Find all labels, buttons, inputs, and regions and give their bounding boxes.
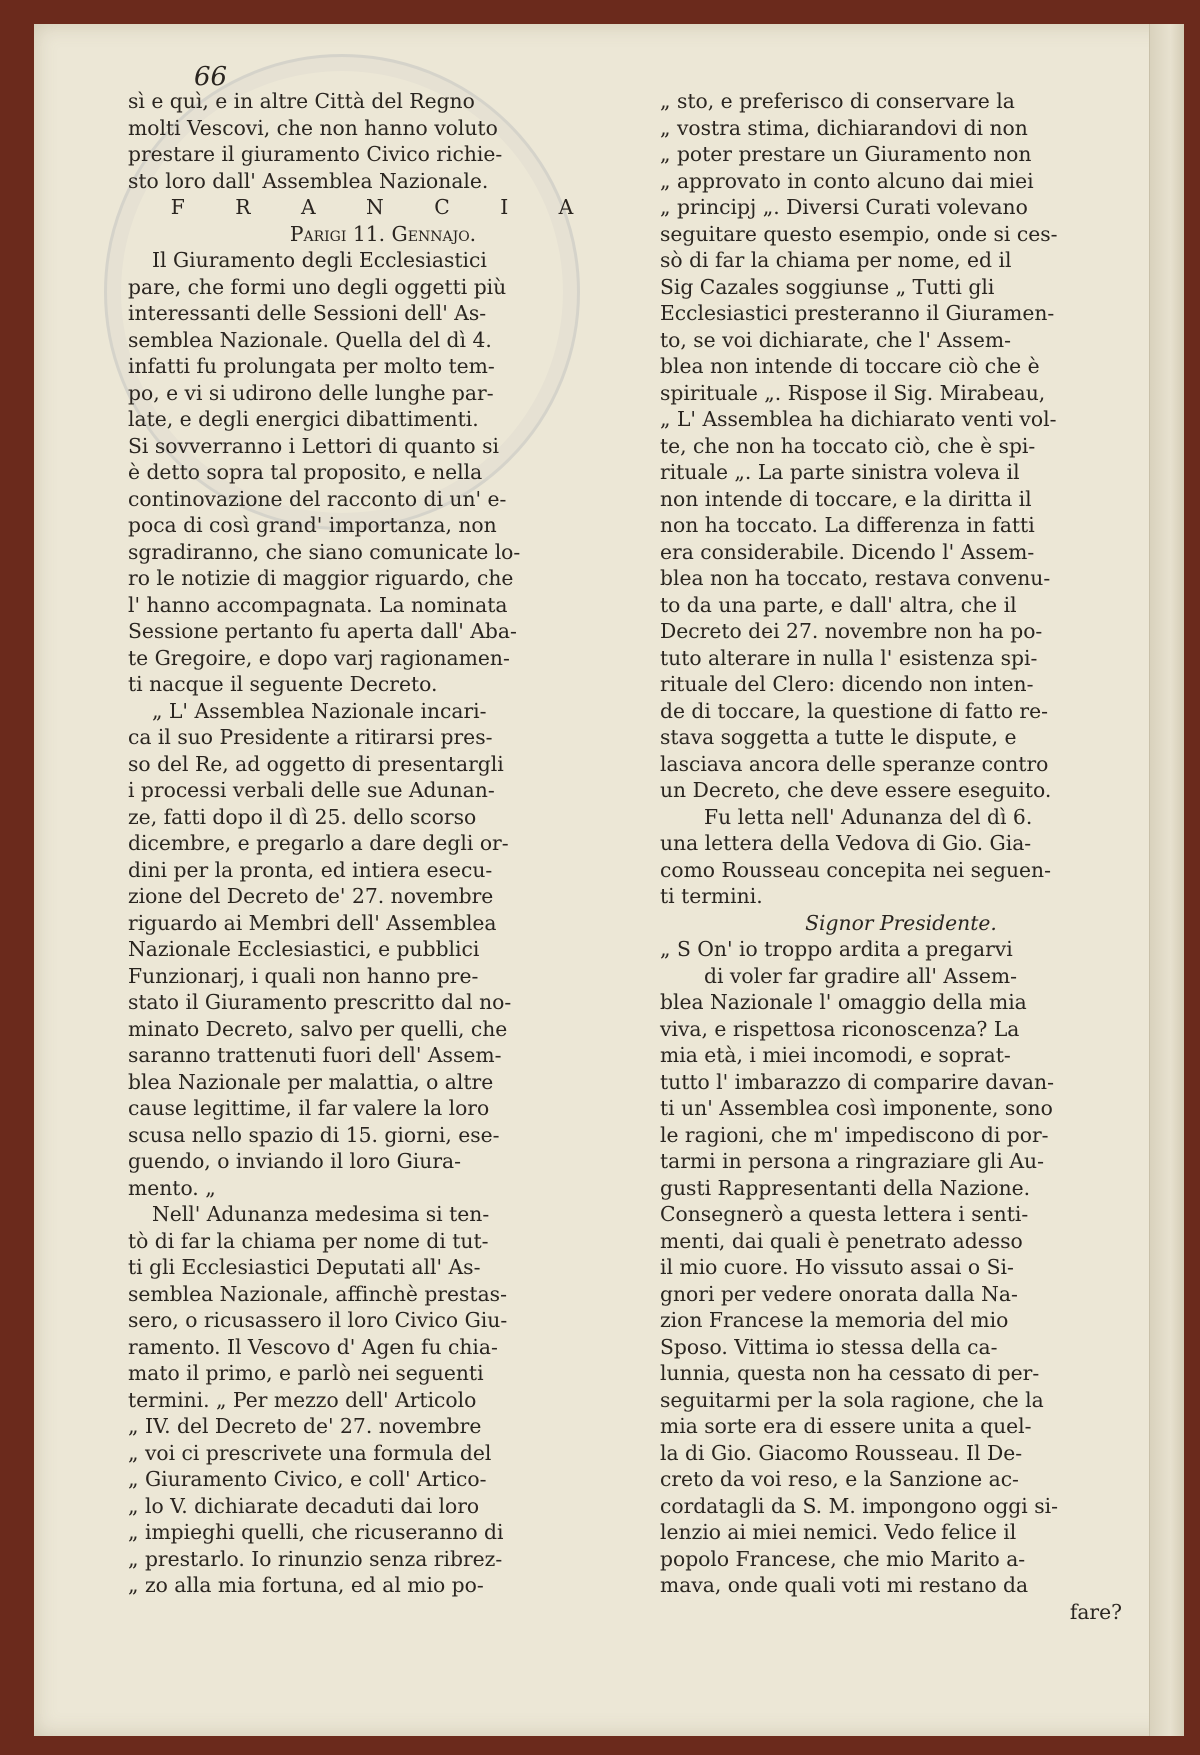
text-line: „ voi ci prescrivete una formula del: [128, 1440, 492, 1465]
text-line: „ prestarlo. Io rinunzio senza ribrez-: [128, 1546, 503, 1571]
text-line: Nazionale Ecclesiastici, e pubblici: [128, 937, 480, 961]
text-line: „ L' Assemblea ha dichiarato venti vol-: [660, 407, 1057, 431]
text-line: dini per la pronta, ed intiera esecu-: [128, 857, 493, 882]
text-line: mia sorte era di essere unita a quel-: [660, 1414, 1032, 1438]
text-line: „ S On' io troppo ardita a pregarvi: [660, 937, 1013, 961]
text-line: Nell' Adunanza medesima si ten-: [152, 1202, 490, 1226]
text-line: Ecclesiastici presteranno il Giuramen-: [660, 301, 1055, 325]
text-line: mia età, i miei incomodi, e soprat-: [660, 1043, 1011, 1067]
text-line: „ approvato in conto alcuno dai miei: [660, 168, 1034, 193]
text-line: di voler far gradire all' Assem-: [704, 963, 1017, 988]
text-line: era considerabile. Dicendo l' Assem-: [660, 539, 1035, 564]
text-line: blea non intende di toccare ciò che è: [660, 354, 1040, 378]
text-line: molti Vescovi, che non hanno voluto: [128, 115, 498, 140]
text-line: non ha toccato. La differenza in fatti: [660, 513, 1035, 537]
text-line: tutto l' imbarazzo di comparire davan-: [660, 1069, 1054, 1094]
text-line: dicembre, e pregarlo a dare degli or-: [128, 831, 509, 855]
page-number: 66: [194, 62, 228, 92]
text-line: Consegnerò a questa lettera i senti-: [660, 1202, 1029, 1226]
text-line: infatti fu prolungata per molto tem-: [128, 354, 495, 378]
text-line: l' hanno accompagnata. La nominata: [128, 592, 508, 617]
text-line: menti, dai quali è penetrato adesso: [660, 1228, 1023, 1253]
text-line: riguardo ai Membri dell' Assemblea: [128, 910, 497, 935]
text-line: spirituale „. Rispose il Sig. Mirabeau,: [660, 380, 1046, 405]
text-line: „ lo V. dichiarate decaduti dai loro: [128, 1493, 480, 1518]
text-line: Sposo. Vittima io stessa della ca-: [660, 1334, 998, 1359]
text-line: mento. „: [128, 1175, 216, 1200]
text-line: è detto sopra tal proposito, e nella: [128, 460, 483, 484]
text-line: semblea Nazionale. Quella del dì 4.: [128, 327, 492, 352]
text-line: „ sto, e preferisco di conservare la: [660, 89, 1015, 113]
text-line: de di toccare, la questione di fatto re-: [660, 698, 1048, 723]
text-line: sgradiranno, che siano comunicate lo-: [128, 539, 521, 564]
text-line: viva, e rispettosa riconoscenza? La: [660, 1016, 1020, 1041]
text-line: cause legittime, il far valere la loro: [128, 1096, 490, 1120]
text-line: to, se voi dichiarate, che l' Assem-: [660, 327, 1011, 352]
text-line: interessanti delle Sessioni dell' As-: [128, 301, 487, 325]
text-line: gnori per vedere onorata dalla Na-: [660, 1281, 1018, 1306]
text-line: minato Decreto, salvo per quelli, che: [128, 1016, 508, 1041]
text-line: cordatagli da S. M. impongono oggi si-: [660, 1493, 1058, 1518]
text-line: Fu letta nell' Adunanza del dì 6.: [704, 804, 1033, 829]
text-line: tarmi in persona a ringraziare gli Au-: [660, 1149, 1044, 1173]
page-edge: [1149, 24, 1184, 1736]
text-line: ca il suo Presidente a ritirarsi pres-: [128, 725, 493, 749]
text-line: ramento. Il Vescovo d' Agen fu chia-: [128, 1334, 498, 1359]
text-line: tò di far la chiama per nome di tut-: [128, 1228, 489, 1253]
text-line: rituale „. La parte sinistra voleva il: [660, 460, 1020, 484]
text-line: stava soggetta a tutte le dispute, e: [660, 725, 1017, 749]
text-line: te, che non ha toccato ciò, che è spi-: [660, 433, 1036, 458]
text-line: Sig Cazales soggiunse „ Tutti gli: [660, 274, 995, 299]
text-line: „ IV. del Decreto de' 27. novembre: [128, 1414, 482, 1438]
text-line: zione del Decreto de' 27. novembre: [128, 884, 494, 908]
text-line: lenzio ai miei nemici. Vedo felice il: [660, 1520, 1017, 1544]
text-line: como Rousseau concepita nei seguen-: [660, 857, 1051, 882]
text-line: to da una parte, e dall' altra, che il: [660, 592, 1017, 617]
text-line: tuto alterare in nulla l' esistenza spi-: [660, 645, 1038, 670]
text-line: ti un' Assemblea così imponente, sono: [660, 1096, 1053, 1120]
text-line: la di Gio. Giacomo Rousseau. Il De-: [660, 1440, 1023, 1465]
text-line: „ zo alla mia fortuna, ed al mio po-: [128, 1573, 484, 1597]
text-line: pare, che formi uno degli oggetti più: [128, 274, 507, 299]
text-line: guendo, o inviando il loro Giura-: [128, 1149, 461, 1173]
text-line: sò di far la chiama per nome, ed il: [660, 248, 1012, 272]
text-line: creto da voi reso, e la Sanzione ac-: [660, 1467, 1019, 1491]
text-line: Il Giuramento degli Ecclesiastici: [152, 248, 487, 272]
text-line: Si sovverranno i Lettori di quanto si: [128, 433, 499, 458]
text-line: il mio cuore. Ho vissuto assai o Si-: [660, 1255, 1014, 1279]
text-line: sto loro dall' Assemblea Nazionale.: [128, 168, 489, 193]
text-line: ze, fatti dopo il dì 25. dello scorso: [128, 804, 477, 829]
text-line: blea non ha toccato, restava convenu-: [660, 566, 1051, 590]
text-line: rituale del Clero: dicendo non inten-: [660, 672, 1034, 696]
text-line: prestare il giuramento Civico richie-: [128, 142, 503, 166]
text-line: i processi verbali delle sue Adunan-: [128, 778, 495, 802]
text-line: stato il Giuramento prescritto dal no-: [128, 990, 512, 1014]
text-line: blea Nazionale per malattia, o altre: [128, 1069, 494, 1094]
text-line: ro le notizie di maggior riguardo, che: [128, 566, 514, 590]
text-line: sero, o ricusassero il loro Civico Giu-: [128, 1308, 508, 1332]
text-line: „ impieghi quelli, che ricuseranno di: [128, 1520, 504, 1544]
text-line: termini. „ Per mezzo dell' Articolo: [128, 1387, 477, 1412]
text-line: seguitarmi per la sola ragione, che la: [660, 1387, 1044, 1412]
dateline: Parigi 11. Gennajo.: [289, 221, 477, 246]
text-line: lasciava ancora delle speranze contro: [660, 751, 1049, 776]
text-line: „ poter prestare un Giuramento non: [660, 142, 1032, 166]
text-line: late, e degli energici dibattimenti.: [128, 407, 479, 431]
text-line: sì e quì, e in altre Città del Regno: [128, 89, 475, 113]
text-line: blea Nazionale l' omaggio della mia: [660, 990, 1027, 1014]
text-line: mava, onde quali voti mi restano da: [660, 1573, 1029, 1597]
section-heading: F R A N C I A: [170, 195, 596, 219]
text-line: una lettera della Vedova di Gio. Gia-: [660, 831, 1032, 855]
text-line: ti gli Ecclesiastici Deputati all' As-: [128, 1255, 481, 1279]
text-line: popolo Francese, che mio Marito a-: [660, 1546, 1026, 1571]
catchword: fare?: [1069, 1599, 1122, 1624]
text-line: ti termini.: [660, 884, 763, 908]
left-column: [128, 88, 638, 1599]
text-line: ti nacque il seguente Decreto.: [128, 672, 438, 696]
text-line: saranno trattenuti fuori dell' Assem-: [128, 1043, 502, 1067]
text-line: le ragioni, che m' impediscono di por-: [660, 1122, 1049, 1147]
text-line: Sessione pertanto fu aperta dall' Aba-: [128, 619, 517, 643]
right-column: [660, 88, 1142, 1625]
text-line: gusti Rappresentanti della Nazione.: [660, 1175, 1031, 1200]
text-line: un Decreto, che deve essere eseguito.: [660, 778, 1052, 802]
text-line: poca di così grand' importanza, non: [128, 513, 497, 537]
text-line: Decreto dei 27. novembre non ha po-: [660, 619, 1043, 643]
text-line: so del Re, ad oggetto di presentargli: [128, 751, 504, 776]
text-line: „ L' Assemblea Nazionale incari-: [152, 698, 487, 723]
text-line: „ Giuramento Civico, e coll' Artico-: [128, 1467, 487, 1491]
text-line: semblea Nazionale, affinchè prestas-: [128, 1281, 507, 1306]
text-line: „ principj „. Diversi Curati volevano: [660, 195, 1028, 219]
salutation: Signor Presidente.: [805, 910, 997, 935]
text-line: non intende di toccare, e la diritta il: [660, 486, 1032, 511]
text-line: lunnia, questa non ha cessato di per-: [660, 1361, 1040, 1385]
text-line: continovazione del racconto di un' e-: [128, 486, 507, 511]
text-line: „ vostra stima, dichiarandovi di non: [660, 115, 1028, 140]
text-line: mato il primo, e parlò nei seguenti: [128, 1361, 484, 1385]
text-line: Funzionarj, i quali non hanno pre-: [128, 963, 479, 988]
text-line: te Gregoire, e dopo varj ragionamen-: [128, 645, 510, 670]
text-line: po, e vi si udirono delle lunghe par-: [128, 380, 494, 405]
text-line: scusa nello spazio di 15. giorni, ese-: [128, 1122, 500, 1147]
text-line: seguitare questo esempio, onde si ces-: [660, 221, 1058, 246]
text-line: zion Francese la memoria del mio: [660, 1308, 1009, 1332]
